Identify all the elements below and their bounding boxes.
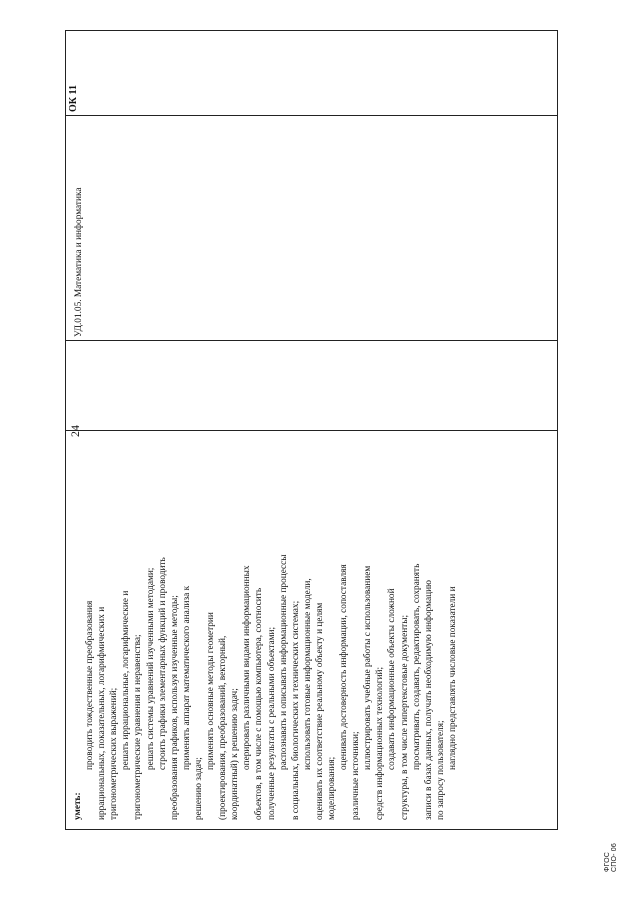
skill-line: полученные результаты с реальными объектами; (266, 626, 277, 820)
skill-line: строить графики элементарных функций и проводить (157, 557, 168, 770)
skill-line: применять аппарат математического анализа к (181, 585, 192, 770)
skill-line: создавать информационные объекты сложной (387, 588, 398, 770)
skill-line: оценивать их соответствие реальному объекту и целям (314, 602, 325, 820)
skill-line: объектов, в том числе с помощью компьютера, соотносить (254, 587, 265, 820)
skill-line: структуры, в том числе гипертекстовые документы; (399, 614, 410, 820)
subject-title: УД.01.05. Математика и информатика (74, 187, 84, 337)
competence-code: ОК 11 (68, 85, 79, 112)
skill-line: оперировать различными видами информационных (242, 565, 253, 770)
skill-line: решать иррациональные, логарифмические и (121, 590, 132, 770)
subject-cell (65, 115, 558, 340)
page-number: 24 (68, 425, 82, 437)
skill-line: просматривать, создавать, редактировать, сохранять (411, 563, 422, 770)
row-divider (65, 115, 558, 116)
skills-label: уметь: (73, 792, 83, 820)
skill-line: преобразования графиков, используя изученные методы; (169, 595, 180, 820)
skill-line: (проектирования, преобразований, векторный, (218, 635, 229, 820)
skill-line: координатный) к решению задач; (230, 688, 241, 820)
skill-line: решению задач; (193, 757, 204, 820)
skill-line: различные источники; (351, 731, 362, 820)
skill-line: моделирования; (326, 756, 337, 820)
table-row (68, 432, 461, 826)
skill-line: иллюстрировать учебные работы с использованием (363, 565, 374, 770)
skill-line: решать системы уравнений изученными методами; (145, 567, 156, 770)
skill-line: использовать готовые информационные модели, (302, 578, 313, 770)
skill-line: по запросу пользователя; (435, 720, 446, 820)
skill-line: средств информационных технологий; (375, 666, 386, 820)
competence-table (68, 432, 548, 826)
footer-text: ФГОС СПО- 06 (604, 843, 618, 872)
skill-line: записи в базах данных, получать необходимую информацию (423, 579, 434, 820)
skills-cell (68, 432, 461, 826)
skill-line: оценивать достоверность информации, сопоставляя (339, 564, 350, 770)
skill-line: тригонометрических выражений; (109, 687, 120, 820)
skill-line: иррациональных, показательных, логарифмических и (97, 606, 108, 820)
row-divider (65, 340, 558, 341)
row-divider (65, 430, 558, 431)
skill-line: тригонометрические уравнения и неравенства; (133, 634, 144, 820)
skill-line: проводить тождественные преобразования (85, 600, 96, 770)
skill-line: распознавать и описывать информационные процессы (278, 554, 289, 770)
skill-line: наглядно представлять числовые показатели и (447, 586, 458, 770)
skill-line: в социальных, биологических и технических системах; (290, 600, 301, 820)
skill-line: применять основные методы геометрии (206, 612, 217, 770)
